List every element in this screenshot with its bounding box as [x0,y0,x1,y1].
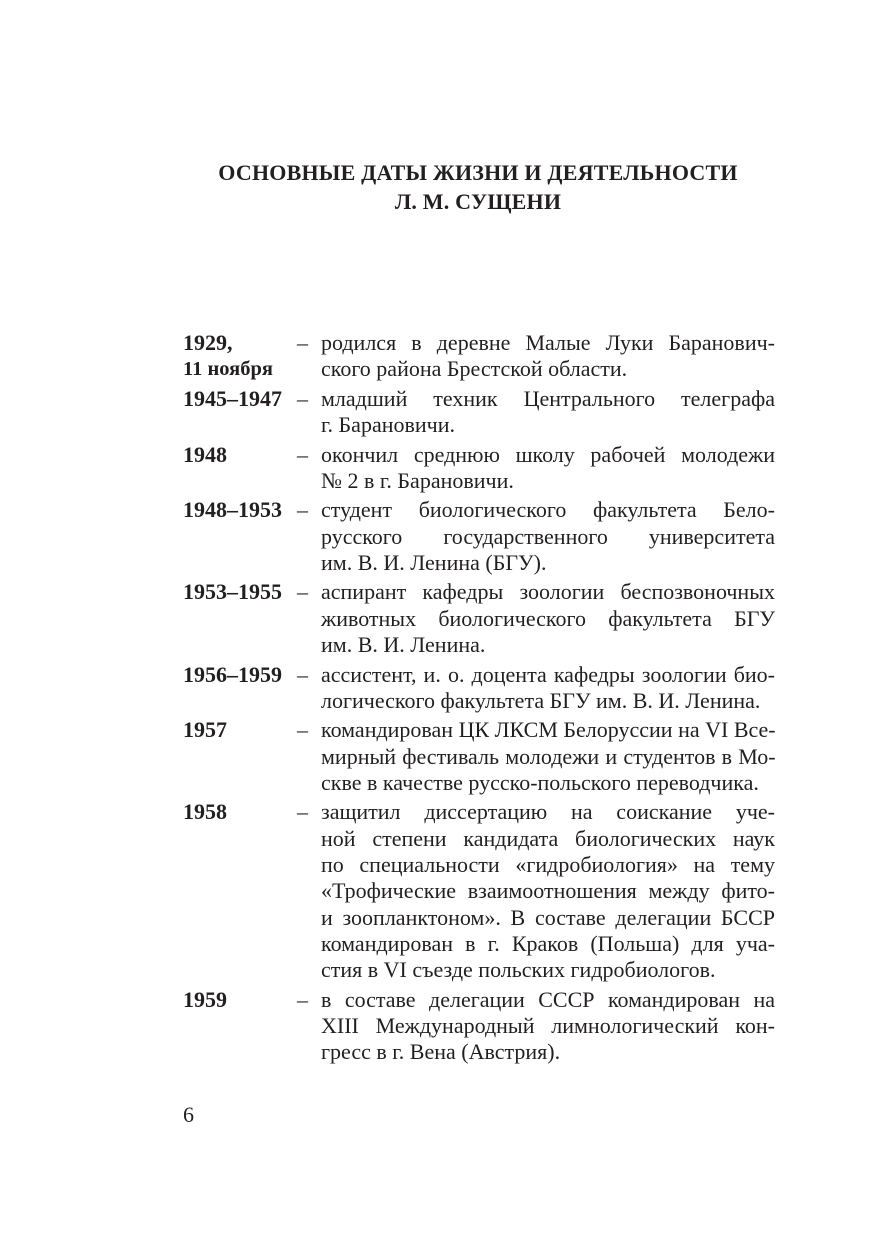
entry-date [183,662,297,715]
entry-description-line: им. В. И. Ленина. [321,632,486,658]
entry-date [183,987,297,1066]
entry-description [321,799,775,983]
entry-description-line: XIII Международный лимнологический кон- [321,1012,775,1038]
entry-description-line: командирован ЦК ЛКСМ Белоруссии на VI Все- [321,717,776,743]
entry-date [183,330,297,383]
entry-date-line: 1957 [183,717,227,743]
entry-dash: – [297,579,308,605]
entry-description-line: и зоопланктоном». В составе делегации БССР [321,904,775,930]
chronology-entry [183,579,775,658]
entry-description-line: скве в качестве русско-польского переводчика. [321,769,759,795]
entry-date-line: 1958 [183,799,227,825]
entry-description-line: № 2 в г. Барановичи. [321,467,514,493]
entry-date-line: 1948 [183,441,227,467]
page-number: 6 [183,1102,194,1127]
entry-description [321,386,775,439]
entry-description-line: аспирант кафедры зоологии беспозвоночных [321,579,775,605]
entry-dash: – [297,497,308,523]
entry-description-line: окончил среднюю школу рабочей молодежи [321,441,775,467]
entry-date-line: 1959 [183,986,227,1012]
chronology-list [183,330,775,1069]
entry-description [321,330,775,383]
chronology-entry [183,386,775,439]
entry-description [321,717,776,796]
entry-description-line: мирный фестиваль молодежи и студентов в Мо- [321,743,776,769]
entry-description-line: им. В. И. Ленина (БГУ). [321,549,547,575]
entry-description-line: младший техник Центрального телеграфа [321,385,775,411]
entry-dash: – [297,717,308,743]
entry-description-line: защитил диссертацию на соискание уче- [321,799,775,825]
page-title [183,158,773,216]
entry-dash: – [297,385,308,411]
entry-date-line: 1953–1955 [183,579,282,605]
chronology-entry [183,330,775,383]
entry-description-line: студент биологического факультета Бело- [321,497,775,523]
entry-description [321,442,775,495]
entry-description-line: г. Барановичи. [321,412,455,438]
chronology-entry [183,799,775,983]
entry-dash: – [297,441,308,467]
entry-dash: – [297,799,308,825]
entry-description-line: командирован в г. Краков (Польша) для уча- [321,930,775,956]
entry-description [321,497,775,576]
entry-date [183,442,297,495]
title-line-1: ОСНОВНЫЕ ДАТЫ ЖИЗНИ И ДЕЯТЕЛЬНОСТИ [218,160,738,185]
entry-description-line: ского района Брестской области. [321,356,628,382]
entry-date [183,579,297,658]
entry-description-line: стия в VI съезде польских гидробиологов. [321,957,716,983]
entry-dash: – [297,661,308,687]
entry-description [321,987,775,1066]
entry-description-line: родился в деревне Малые Луки Баранович- [321,330,775,355]
entry-description-line: в составе делегации СССР командирован на [321,986,775,1012]
entry-description-line: русского государственного университета [321,523,775,549]
chronology-entry [183,442,775,495]
title-line-2: Л. М. СУЩЕНИ [394,189,562,214]
entry-date [183,497,297,576]
entry-description [321,662,775,715]
entry-date [183,799,297,983]
entry-description-line: ассистент, и. о. доцента кафедры зоологии био- [321,661,775,687]
entry-description-line: «Трофические взаимоотношения между фито- [321,878,775,904]
entry-date-line: 1945–1947 [183,385,282,411]
chronology-entry [183,987,775,1066]
entry-description-line: гресс в г. Вена (Австрия). [321,1039,561,1065]
entry-date [183,717,297,796]
entry-date-line: 1956–1959 [183,661,282,687]
chronology-entry [183,662,775,715]
entry-description [321,579,775,658]
entry-date [183,386,297,439]
entry-description-line: животных биологического факультета БГУ [321,605,775,631]
entry-description-line: ной степени кандидата биологических наук [321,825,775,851]
chronology-entry [183,497,775,576]
entry-description-line: логического факультета БГУ им. В. И. Ленина. [321,687,761,713]
entry-description-line: по специальности «гидробиология» на тему [321,851,775,877]
chronology-entry [183,717,775,796]
entry-dash: – [297,330,308,355]
entry-date-line: 11 ноября [183,358,273,381]
entry-dash: – [297,986,308,1012]
entry-date-line: 1948–1953 [183,497,282,523]
entry-date-line: 1929, [183,330,233,355]
